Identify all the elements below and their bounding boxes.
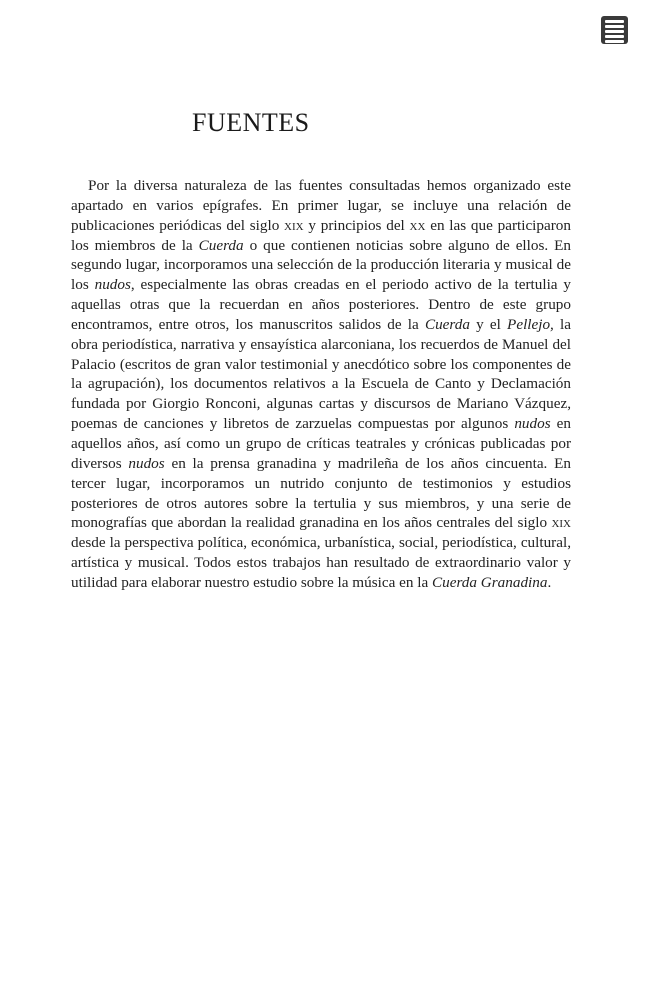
italic-term: Cuerda: [198, 236, 244, 254]
menu-list-icon: [605, 20, 624, 23]
italic-term: Pellejo,: [507, 315, 554, 333]
text-run: o que contienen noticias sobre alguno de ellos. En segundo lugar, incorporamos una selección de la producción literaria y musical de los: [71, 236, 572, 294]
page-title: FUENTES: [192, 108, 310, 137]
century-numeral: xx: [409, 216, 426, 234]
text-run: y el: [469, 315, 508, 333]
text-run: Por la diversa naturaleza de las fuentes consultadas hemos organizado este apartado en varios epígrafes. En primer lugar, se incluye una relación de publicaciones periódicas del siglo: [71, 177, 571, 234]
century-numeral: xix: [284, 216, 304, 234]
text-run: , especialmente las obras creadas en el periodo activo de la tertulia y aquellas otras que la recuerdan en años posteriores. Dentro de este grupo encontramos, entre otros, los manuscritos salidos de la: [71, 276, 571, 333]
italic-term: nudos: [128, 454, 165, 472]
body-paragraph: [71, 176, 571, 593]
menu-button[interactable]: [601, 16, 628, 44]
text-run: en la prensa granadina y madrileña de los años cincuenta. En tercer lugar, incorporamos un nutrido conjunto de testimonios y estudios posteriores de otros autores sobre la tertulia y sus miembros, y una serie de monografías que abordan la realidad granadina en los años centrales del siglo: [71, 454, 571, 532]
italic-term: nudos: [514, 415, 551, 433]
text-run: y principios del: [303, 216, 410, 234]
text-run: desde la perspectiva política, económica, urbanística, social, periodística, cultural, artística y musical. Todos estos trabajos han resultado de extraordinario valor y utilidad para elaborar nuestro estudio sobre la música en la: [71, 534, 571, 591]
text-run: .: [547, 573, 552, 591]
text-run: en las que participaron los miembros de la: [71, 216, 571, 254]
italic-term: nudos: [94, 276, 131, 294]
italic-term: Cuerda Granadina: [432, 573, 548, 591]
text-run: en aquellos años, así como un grupo de críticas teatrales y crónicas publicadas por diversos: [71, 415, 571, 472]
text-run: la obra periodística, narrativa y ensayística alarconiana, los recuerdos de Manuel del Palacio (escritos de gran valor testimonial y anecdótico sobre los componentes de la agrupación), los documentos relativos a la Escuela de Canto y Declamación fundada por Giorgio Ronconi, algunas cartas y discursos de Mariano Vázquez, poemas de canciones y libretos de zarzuelas compuestas por algunos: [71, 315, 571, 433]
italic-term: Cuerda: [424, 315, 470, 333]
century-numeral: xix: [551, 514, 571, 532]
